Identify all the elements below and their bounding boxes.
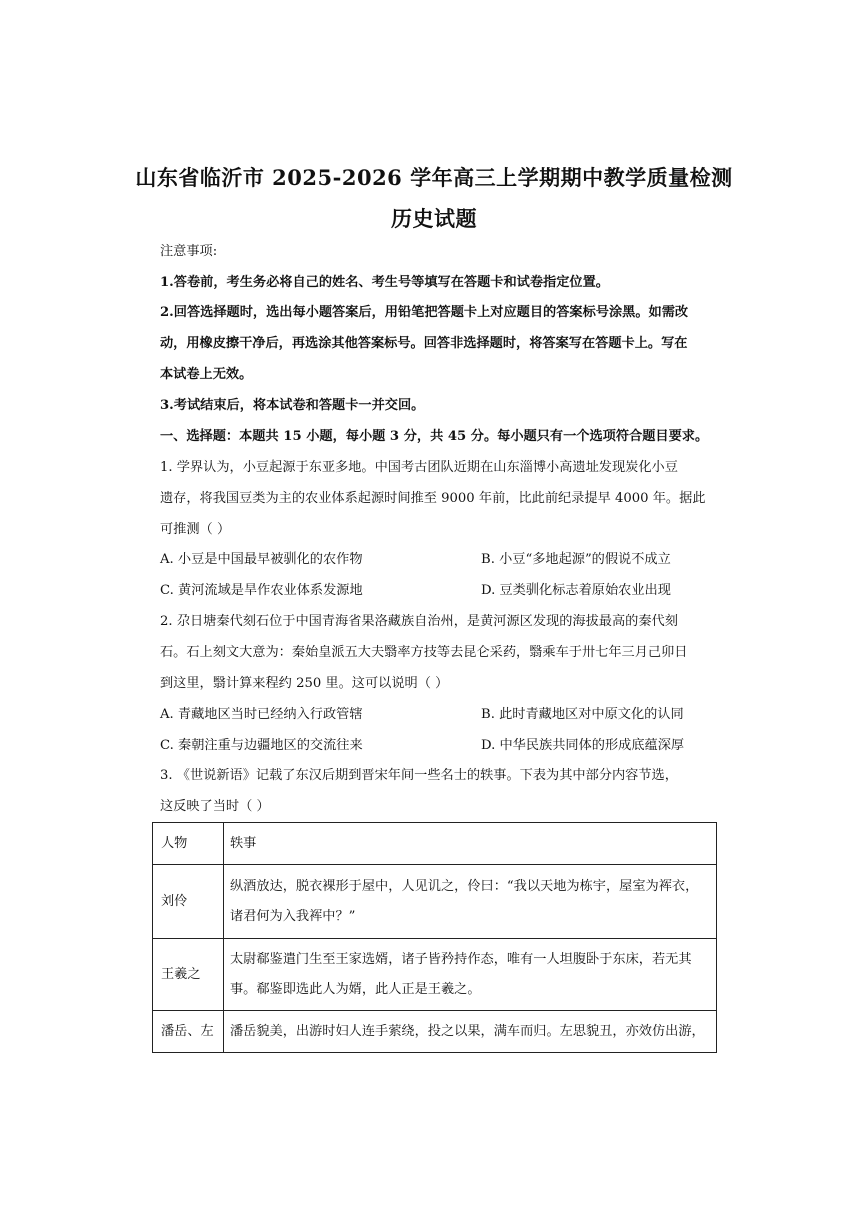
q2-stem-line-2: 石。石上刻文大意为：秦始皇派五大夫翳率方技等去昆仑采药，翳乘车于卅七年三月己卯日	[160, 645, 688, 660]
table-cell-story: 潘岳貌美，出游时妇人连手萦绕，投之以果，满车而归。左思貌丑，亦效仿出游，	[224, 1011, 717, 1053]
table-row	[153, 939, 717, 1011]
anecdote-table	[152, 822, 717, 1053]
table-cell-person: 刘伶	[153, 865, 224, 939]
notice-item-2-line-2: 动，用橡皮擦干净后，再选涂其他答案标号。回答非选择题时，将答案写在答题卡上。写在	[160, 336, 688, 351]
exam-title: 山东省临沂市 2025-2026 学年高三上学期期中教学质量检测	[135, 165, 733, 190]
story-line: 诸君何为入我裈中？”	[230, 908, 356, 924]
table-cell-story	[224, 939, 717, 1011]
q2-stem-line-1: 2. 尕日塘秦代刻石位于中国青海省果洛藏族自治州，是黄河源区发现的海拔最高的秦代刻	[160, 614, 678, 629]
notice-item-2-line-3: 本试卷上无效。	[160, 367, 253, 382]
q1-option-d: D. 豆类驯化标志着原始农业出现	[481, 583, 671, 598]
story-line: 纵酒放达，脱衣裸形于屋中，人见讥之，伶曰：“我以天地为栋宇，屋室为裈衣，	[230, 878, 699, 894]
notice-heading: 注意事项:	[160, 244, 218, 259]
table-header-story: 轶事	[224, 823, 717, 865]
table-row	[153, 865, 717, 939]
notice-item-3: 3.考试结束后，将本试卷和答题卡一并交回。	[160, 398, 425, 413]
q2-option-d: D. 中华民族共同体的形成底蕴深厚	[481, 738, 685, 753]
notice-item-2-line-1: 2.回答选择题时，选出每小题答案后，用铅笔把答题卡上对应题目的答案标号涂黑。如需改	[160, 305, 689, 320]
table-header-row	[153, 823, 717, 865]
q1-option-a: A. 小豆是中国最早被驯化的农作物	[160, 552, 363, 567]
q1-option-c: C. 黄河流域是旱作农业体系发源地	[160, 583, 363, 598]
q3-stem-line-2: 这反映了当时（ ）	[160, 799, 270, 814]
notice-item-1: 1.答卷前，考生务必将自己的姓名、考生号等填写在答题卡和试卷指定位置。	[160, 275, 609, 290]
story-line: 事。郗鉴即选此人为婿，此人正是王羲之。	[230, 981, 481, 997]
table-cell-person: 潘岳、左	[153, 1011, 224, 1053]
table-row	[153, 1011, 717, 1053]
q1-stem-line-3: 可推测（ ）	[160, 522, 231, 537]
q2-option-c: C. 秦朝注重与边疆地区的交流往来	[160, 738, 363, 753]
q1-stem-line-2: 遗存，将我国豆类为主的农业体系起源时间推至 9000 年前，比此前纪录提早 4000 年。据此	[160, 491, 706, 506]
table-header-person: 人物	[153, 823, 224, 865]
q1-option-b: B. 小豆“多地起源”的假说不成立	[481, 552, 671, 567]
q2-stem-line-3: 到这里，翳计算来程约 250 里。这可以说明（ ）	[160, 676, 449, 691]
q1-stem-line-1: 1. 学界认为，小豆起源于东亚多地。中国考古团队近期在山东淄博小高遗址发现炭化小豆	[160, 460, 678, 475]
section-heading: 一、选择题：本题共 15 小题，每小题 3 分，共 45 分。每小题只有一个选项符合题目要求。	[160, 429, 709, 444]
exam-subtitle: 历史试题	[391, 206, 477, 231]
q2-option-b: B. 此时青藏地区对中原文化的认同	[481, 707, 684, 722]
story-line: 太尉郗鉴遣门生至王家选婿，诸子皆矜持作态，唯有一人坦腹卧于东床，若无其	[230, 951, 692, 967]
table-cell-person: 王羲之	[153, 939, 224, 1011]
table-cell-story	[224, 865, 717, 939]
q3-stem-line-1: 3. 《世说新语》记载了东汉后期到晋宋年间一些名士的轶事。下表为其中部分内容节选，	[160, 768, 678, 783]
q2-option-a: A. 青藏地区当时已经纳入行政管辖	[160, 707, 363, 722]
